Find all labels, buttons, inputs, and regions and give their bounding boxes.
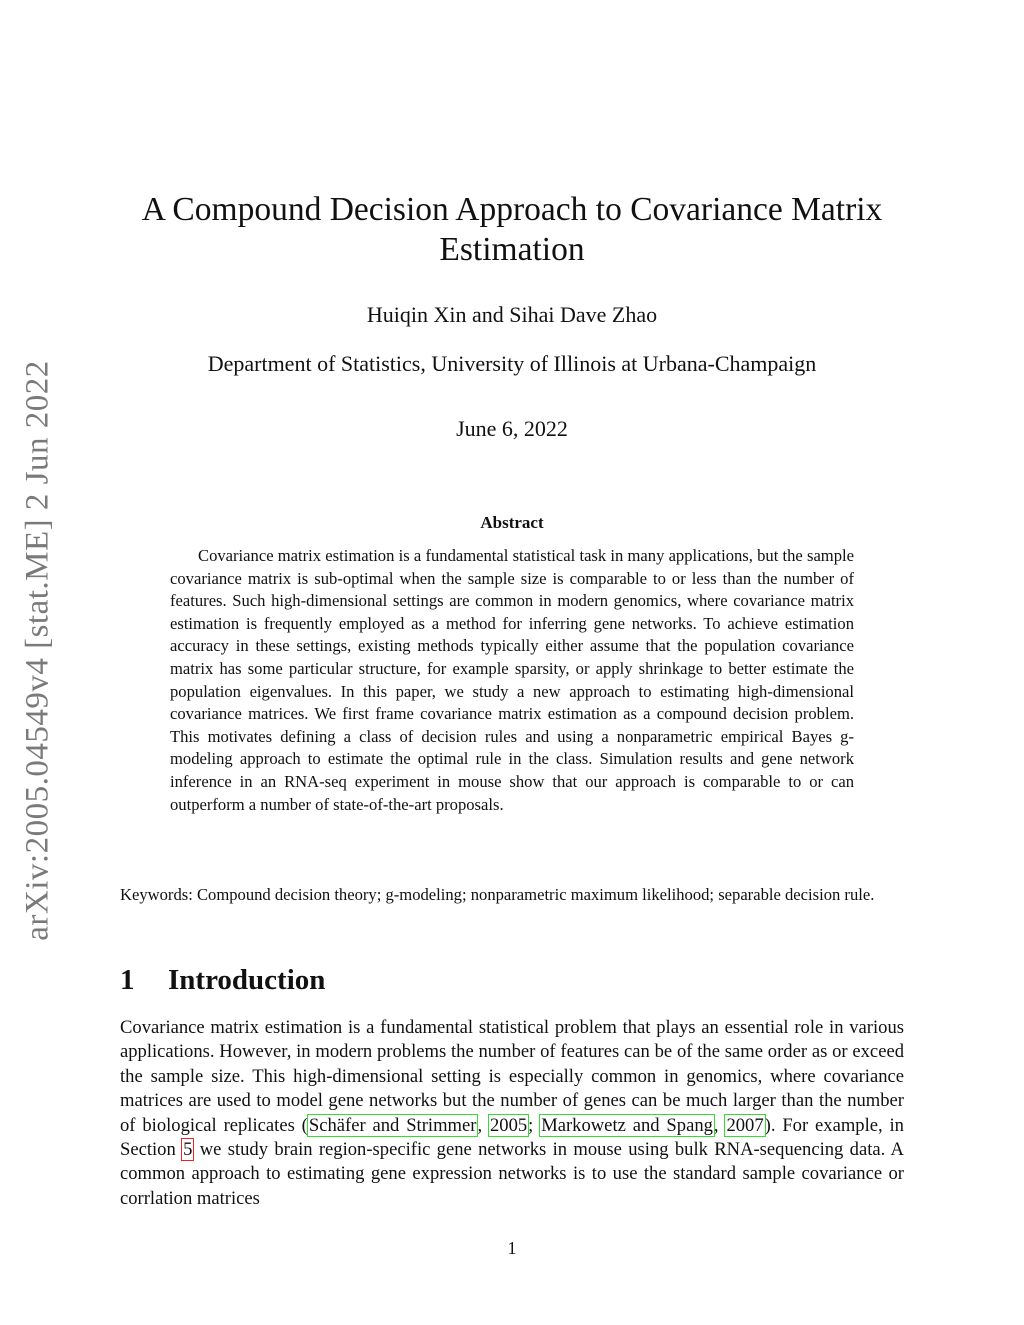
introduction-paragraph [120,1016,904,1211]
citation-separator: ; [528,1114,541,1136]
paper-title: A Compound Decision Approach to Covariance Matrix Estimation [141,191,883,268]
intro-text-3: we study brain region-specific gene networks in mouse using bulk RNA-sequencing data. A common approach to estimating gene expression networks is to use the standard sample covariance or corrlation matrices [120,1139,904,1209]
citation-link-markowetz-spang-year[interactable]: 2007 [726,1114,764,1136]
page-number: 1 [507,1238,517,1258]
section-reference-link[interactable]: 5 [183,1139,193,1161]
section-number: 1 [120,964,135,996]
section-title: Introduction [168,964,326,996]
intro-text-1: Covariance matrix estimation is a fundamental statistical problem that plays an essential role in various applications. However, in modern problems the number of features can be of the same order as or exceed the sample size. This high-dimensional setting is especially common in genomics, where covariance matrices are used to model gene networks but the number of genes can be much larger than the number of biological replicates ( [120,1017,904,1136]
abstract-body: Covariance matrix estimation is a fundamental statistical task in many applications, but the sample covariance matrix is sub-optimal when the sample size is comparable to or less than the number of features. Such high-dimensional settings are common in modern genomics, where covariance matrix estimation is frequently employed as a method for inferring gene networks. To achieve estimation accuracy in these settings, existing methods typically either assume that the population covariance matrix has some particular structure, for example sparsity, or apply shrinkage to better estimate the population eigenvalues. In this paper, we study a new approach to estimating high-dimensional covariance matrices. We first frame covariance matrix estimation as a compound decision problem. This motivates defining a class of decision rules and using a nonparametric empirical Bayes g-modeling approach to estimate the optimal rule in the class. Simulation results and gene network inference in an RNA-seq experiment in mouse show that our approach is comparable to or can outperform a number of state-of-the-art proposals. [170,546,854,814]
intro-text-2: ). For example, in Section [120,1114,904,1161]
citation-separator: , [713,1114,726,1136]
author-affiliation: Department of Statistics, University of Illinois at Urbana-Champaign [207,351,817,376]
section-heading-introduction [120,962,325,998]
abstract-heading: Abstract [480,513,544,532]
paper-authors: Huiqin Xin and Sihai Dave Zhao [366,302,658,327]
citation-separator: , [477,1114,489,1136]
paper-date: June 6, 2022 [456,416,568,441]
citation-link-schafer-strimmer[interactable]: Schäfer and Strimmer [308,1114,477,1136]
citation-link-schafer-strimmer-year[interactable]: 2005 [489,1114,528,1136]
arxiv-identifier-text: arXiv:2005.04549v4 [stat.ME] 2 Jun 2022 [19,359,56,941]
arxiv-identifier-stamp [4,355,72,945]
citation-link-markowetz-spang[interactable]: Markowetz and Spang [541,1114,713,1136]
keywords: Keywords: Compound decision theory; g-modeling; nonparametric maximum likelihood; separable decision rule. [120,885,875,904]
